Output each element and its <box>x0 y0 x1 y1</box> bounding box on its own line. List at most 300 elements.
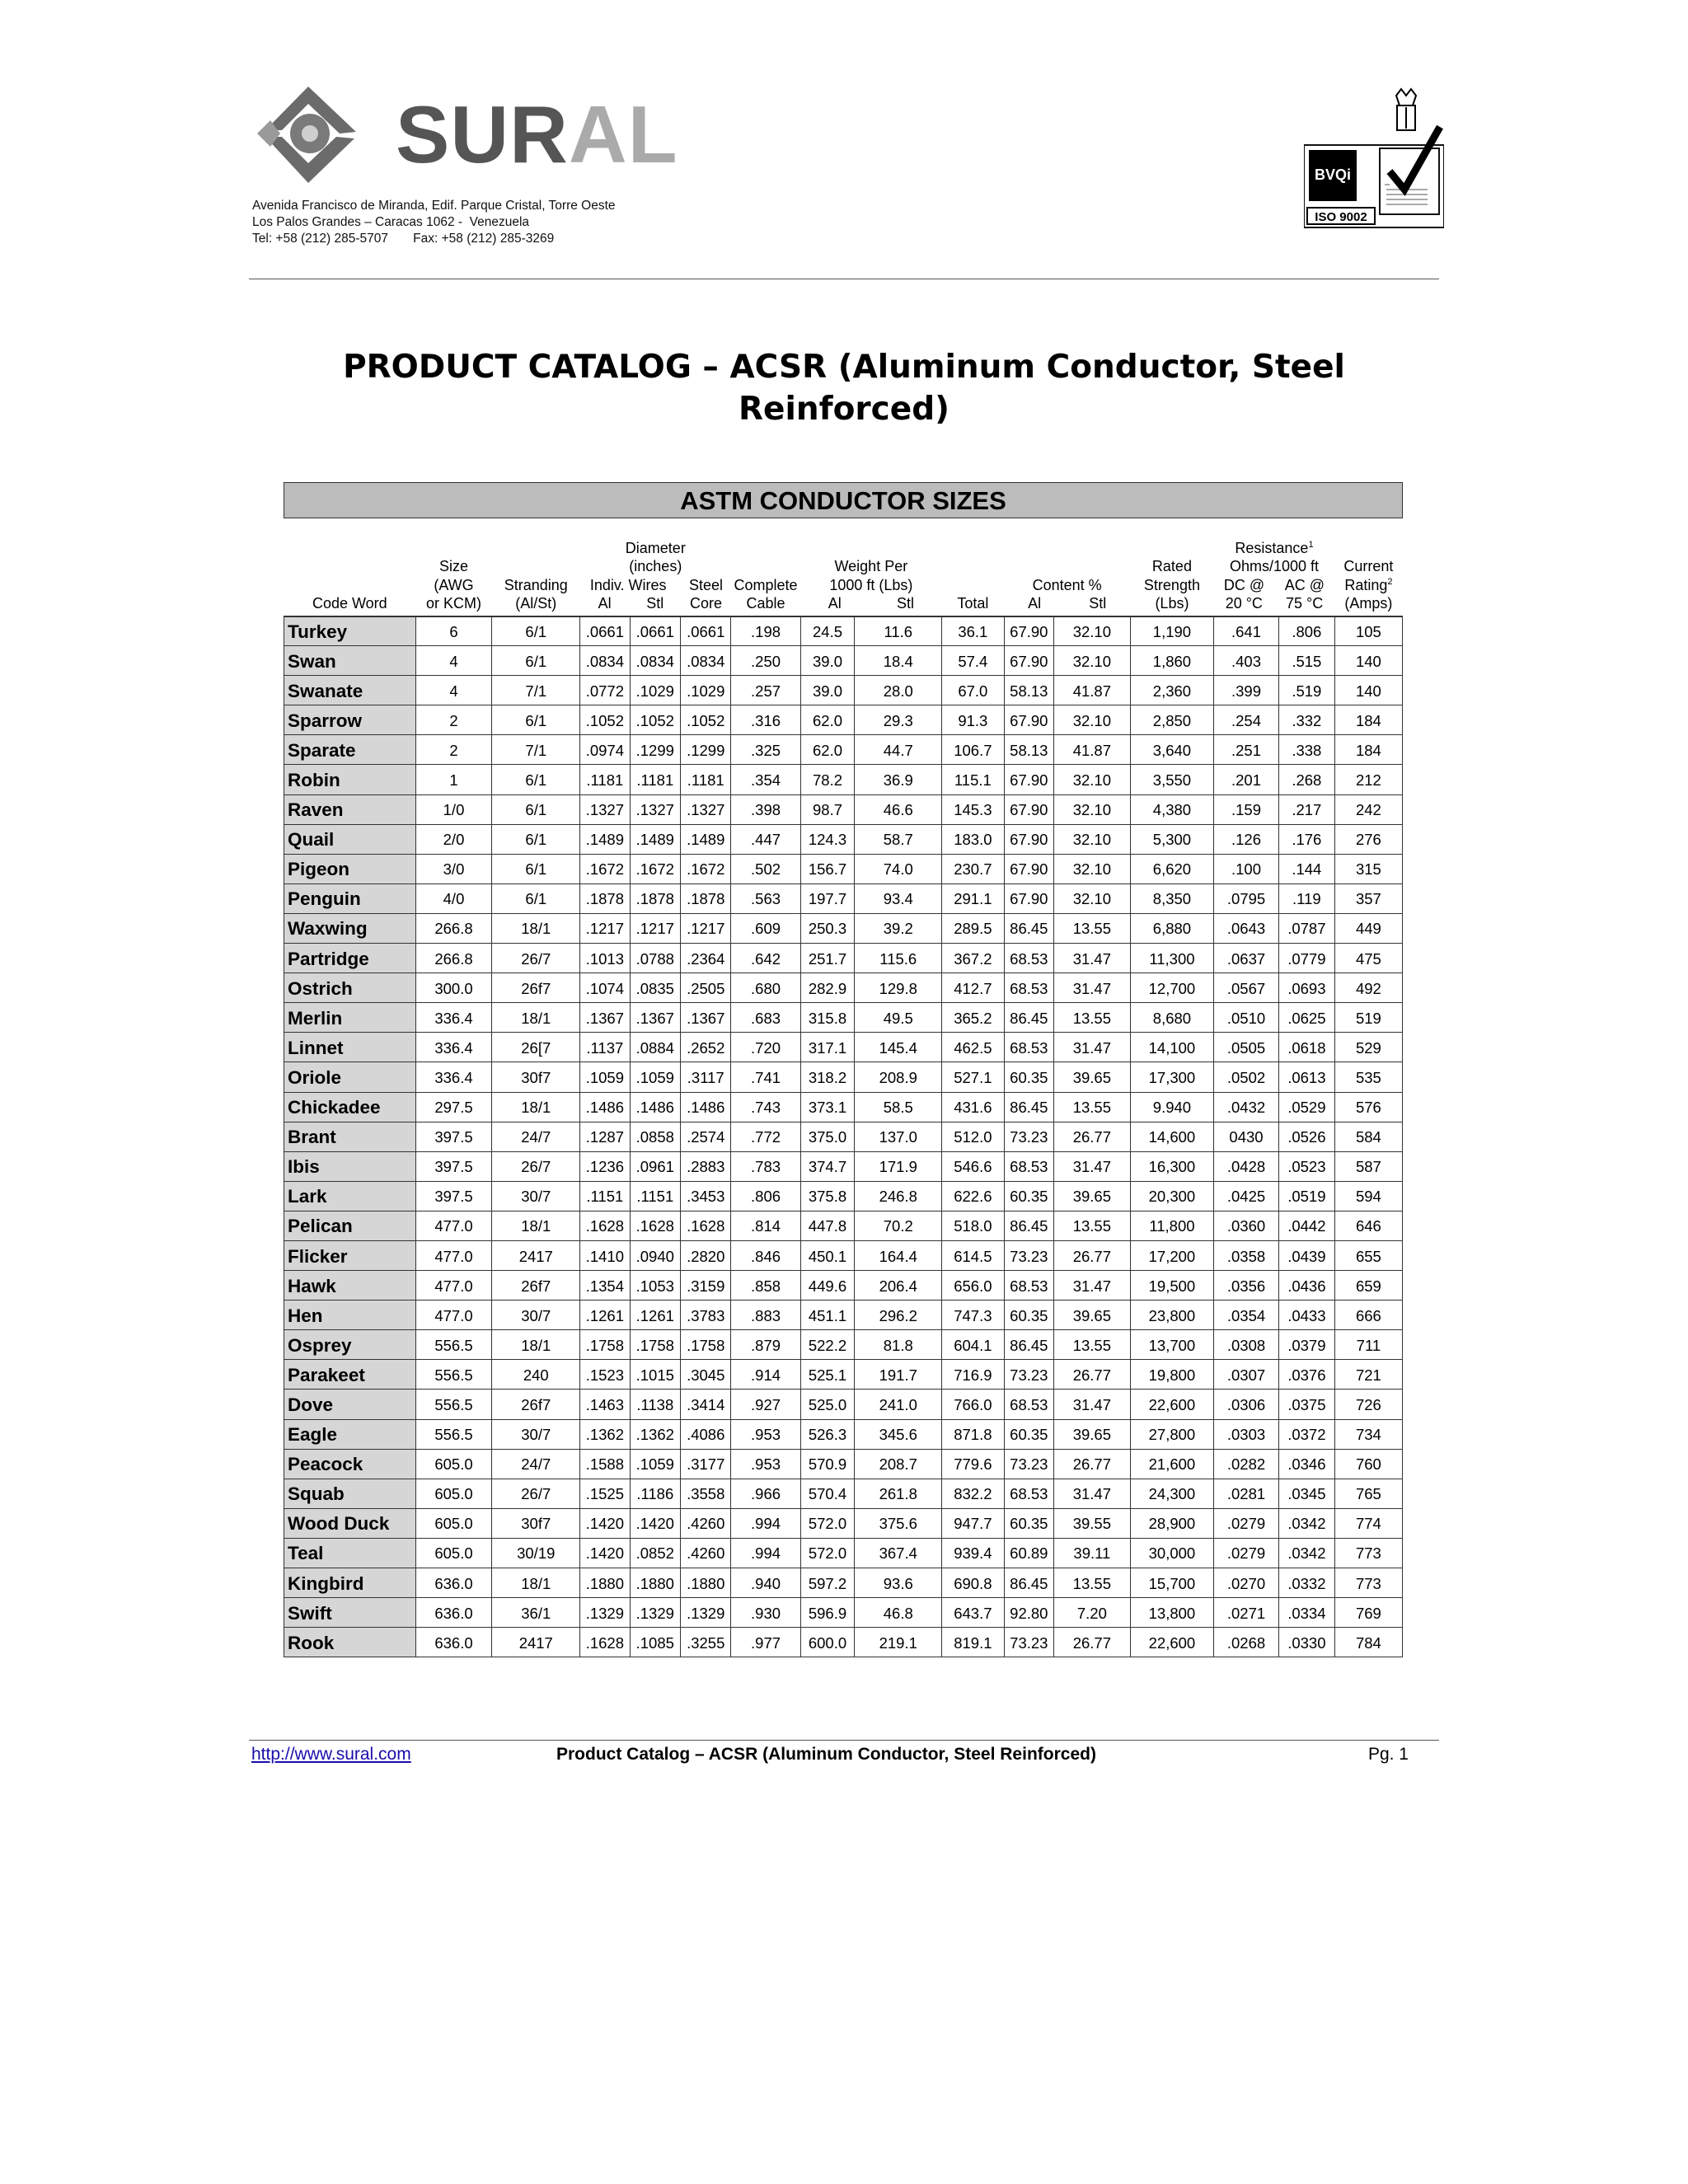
table-cell: .144 <box>1278 854 1334 883</box>
table-cell: 31.47 <box>1054 1479 1131 1508</box>
table-cell: .176 <box>1278 824 1334 854</box>
website-link[interactable]: http://www.sural.com <box>251 1745 411 1764</box>
table-cell: 68.53 <box>1004 1033 1053 1062</box>
table-cell: 18/1 <box>492 1211 580 1240</box>
table-cell: 31.47 <box>1054 944 1131 973</box>
table-cell: 315 <box>1334 854 1402 883</box>
table-cell: 208.7 <box>855 1449 942 1479</box>
table-cell: 67.90 <box>1004 883 1053 913</box>
table-row <box>284 1181 1403 1211</box>
table-cell: .338 <box>1278 735 1334 765</box>
table-cell: .966 <box>731 1479 800 1508</box>
table-cell: .783 <box>731 1151 800 1181</box>
table-cell: 475 <box>1334 944 1402 973</box>
table-cell: 666 <box>1334 1301 1402 1330</box>
table-cell: 570.4 <box>800 1479 855 1508</box>
table-cell: 296.2 <box>855 1301 942 1330</box>
table-cell: .1588 <box>580 1449 630 1479</box>
table-cell: .0510 <box>1214 1003 1279 1033</box>
table-row <box>284 854 1403 883</box>
header-stranding <box>492 518 580 616</box>
table-cell: .994 <box>731 1508 800 1538</box>
page-footer <box>251 1745 1409 1769</box>
table-cell: .519 <box>1278 676 1334 705</box>
table-cell: 212 <box>1334 765 1402 794</box>
table-row <box>284 1211 1403 1240</box>
table-cell: 62.0 <box>800 735 855 765</box>
company-logo <box>257 82 678 190</box>
table-cell: .1628 <box>681 1211 731 1240</box>
table-cell: 58.7 <box>855 824 942 854</box>
cert-label: ISO 9002 <box>1315 210 1367 224</box>
table-cell: 58.13 <box>1004 676 1053 705</box>
table-cell: 375.6 <box>855 1508 942 1538</box>
table-cell: 766.0 <box>942 1390 1005 1419</box>
table-cell: 374.7 <box>800 1151 855 1181</box>
table-cell: .0356 <box>1214 1271 1279 1301</box>
table-cell: 431.6 <box>942 1092 1005 1122</box>
table-cell: 67.90 <box>1004 765 1053 794</box>
table-cell: 31.47 <box>1054 1271 1131 1301</box>
table-cell: 614.5 <box>942 1240 1005 1270</box>
code-word-cell: Ibis <box>284 1151 416 1181</box>
table-cell: 300.0 <box>415 973 492 1003</box>
header-label: Ohms/1000 ft <box>1229 558 1320 574</box>
table-cell: .1327 <box>681 794 731 824</box>
table-cell: 230.7 <box>942 854 1005 883</box>
table-cell: 525.1 <box>800 1360 855 1390</box>
table-cell: .0661 <box>630 616 680 646</box>
document-header <box>249 82 1439 280</box>
table-cell: 604.1 <box>942 1330 1005 1360</box>
table-cell: 2 <box>415 705 492 735</box>
table-cell: .720 <box>731 1033 800 1062</box>
address-line: Los Palos Grandes – Caracas 1062 - Venezuela <box>252 215 530 229</box>
table-cell: 6/1 <box>492 794 580 824</box>
table-cell: .119 <box>1278 883 1334 913</box>
table-cell: .1463 <box>580 1390 630 1419</box>
table-cell: .3117 <box>681 1062 731 1092</box>
table-cell: 747.3 <box>942 1301 1005 1330</box>
table-cell: .846 <box>731 1240 800 1270</box>
table-cell: 67.90 <box>1004 616 1053 646</box>
table-row <box>284 1568 1403 1598</box>
table-cell: .1299 <box>681 735 731 765</box>
table-cell: 91.3 <box>942 705 1005 735</box>
table-cell: 145.4 <box>855 1033 942 1062</box>
code-word-cell: Merlin <box>284 1003 416 1033</box>
table-cell: .4260 <box>681 1508 731 1538</box>
table-cell: .814 <box>731 1211 800 1240</box>
header-rated-strength <box>1130 518 1213 616</box>
table-cell: .1367 <box>580 1003 630 1033</box>
table-cell: 140 <box>1334 676 1402 705</box>
table-cell: .3045 <box>681 1360 731 1390</box>
table-cell: .3159 <box>681 1271 731 1301</box>
table-cell: 23,800 <box>1130 1301 1213 1330</box>
table-row <box>284 1538 1403 1568</box>
table-cell: 17,300 <box>1130 1062 1213 1092</box>
table-cell: .683 <box>731 1003 800 1033</box>
header-label: Size <box>438 558 468 574</box>
table-cell: .2820 <box>681 1240 731 1270</box>
table-cell: 26f7 <box>492 1271 580 1301</box>
table-cell: .2505 <box>681 973 731 1003</box>
table-cell: .0852 <box>630 1538 680 1568</box>
header-label: Steel <box>688 576 723 593</box>
table-cell: .251 <box>1214 735 1279 765</box>
table-cell: .1329 <box>630 1598 680 1628</box>
table-cell: .1217 <box>681 913 731 943</box>
header-label: 1000 ft (Lbs) <box>829 576 913 593</box>
table-cell: 318.2 <box>800 1062 855 1092</box>
table-cell: 11,300 <box>1130 944 1213 973</box>
footnote-marker: 1 <box>1308 539 1314 550</box>
table-cell: 67.0 <box>942 676 1005 705</box>
table-cell: 39.65 <box>1054 1062 1131 1092</box>
table-cell: 7/1 <box>492 735 580 765</box>
table-cell: .268 <box>1278 765 1334 794</box>
table-cell: .0858 <box>630 1122 680 1151</box>
table-cell: 41.87 <box>1054 676 1131 705</box>
header-label: (Al/St) <box>515 595 557 612</box>
table-cell: 28.0 <box>855 676 942 705</box>
table-cell: .100 <box>1214 854 1279 883</box>
table-cell: .1420 <box>580 1538 630 1568</box>
table-cell: .1486 <box>630 1092 680 1122</box>
table-cell: 2,850 <box>1130 705 1213 735</box>
table-row <box>284 1271 1403 1301</box>
table-cell: 39.0 <box>800 646 855 676</box>
table-cell: .1420 <box>630 1508 680 1538</box>
table-cell: 32.10 <box>1054 883 1131 913</box>
table-cell: .316 <box>731 705 800 735</box>
table-cell: .3453 <box>681 1181 731 1211</box>
table-cell: 73.23 <box>1004 1122 1053 1151</box>
table-cell: .0835 <box>630 973 680 1003</box>
table-cell: .1181 <box>630 765 680 794</box>
table-row <box>284 794 1403 824</box>
header-label: Total <box>957 595 989 612</box>
table-cell: 68.53 <box>1004 973 1053 1003</box>
table-cell: 62.0 <box>800 705 855 735</box>
table-cell: 721 <box>1334 1360 1402 1390</box>
table-cell: 60.35 <box>1004 1181 1053 1211</box>
table-cell: 32.10 <box>1054 765 1131 794</box>
table-cell: .217 <box>1278 794 1334 824</box>
table-cell: 27,800 <box>1130 1419 1213 1449</box>
table-cell: 276 <box>1334 824 1402 854</box>
table-cell: 646 <box>1334 1211 1402 1240</box>
table-cell: 26.77 <box>1054 1360 1131 1390</box>
table-cell: 518.0 <box>942 1211 1005 1240</box>
table-cell: 13.55 <box>1054 1003 1131 1033</box>
table-row <box>284 1122 1403 1151</box>
table-cell: .806 <box>731 1181 800 1211</box>
table-cell: .1261 <box>630 1301 680 1330</box>
table-caption-row <box>284 483 1403 518</box>
table-cell: .883 <box>731 1301 800 1330</box>
table-cell: 261.8 <box>855 1479 942 1508</box>
table-cell: 636.0 <box>415 1598 492 1628</box>
table-cell: .403 <box>1214 646 1279 676</box>
table-cell: 3/0 <box>415 854 492 883</box>
table-cell: .447 <box>731 824 800 854</box>
table-cell: .0372 <box>1278 1419 1334 1449</box>
code-word-cell: Robin <box>284 765 416 794</box>
code-word-cell: Parakeet <box>284 1360 416 1390</box>
table-cell: .1299 <box>630 735 680 765</box>
table-cell: .1138 <box>630 1390 680 1419</box>
table-cell: .1217 <box>580 913 630 943</box>
table-cell: .332 <box>1278 705 1334 735</box>
table-cell: .1053 <box>630 1271 680 1301</box>
table-cell: 6/1 <box>492 854 580 883</box>
table-cell: .1878 <box>630 883 680 913</box>
table-cell: 447.8 <box>800 1211 855 1240</box>
header-current-rating <box>1334 518 1402 616</box>
table-cell: 31.47 <box>1054 973 1131 1003</box>
table-cell: 773 <box>1334 1538 1402 1568</box>
table-cell: .1758 <box>580 1330 630 1360</box>
table-cell: 86.45 <box>1004 1330 1053 1360</box>
wordmark-main: SUR <box>396 89 569 180</box>
table-cell: 74.0 <box>855 854 942 883</box>
table-cell: 2/0 <box>415 824 492 854</box>
table-cell: 115.1 <box>942 765 1005 794</box>
table-cell: .3558 <box>681 1479 731 1508</box>
table-cell: 556.5 <box>415 1419 492 1449</box>
code-word-cell: Pigeon <box>284 854 416 883</box>
table-cell: .0693 <box>1278 973 1334 1003</box>
table-cell: 22,600 <box>1130 1628 1213 1657</box>
table-cell: .0961 <box>630 1151 680 1181</box>
table-cell: .0974 <box>580 735 630 765</box>
table-cell: 60.35 <box>1004 1419 1053 1449</box>
table-cell: .0502 <box>1214 1062 1279 1092</box>
table-cell: .0303 <box>1214 1419 1279 1449</box>
code-word-cell: Hen <box>284 1301 416 1330</box>
table-cell: .858 <box>731 1271 800 1301</box>
table-row <box>284 1301 1403 1330</box>
header-label: Current <box>1343 558 1394 574</box>
table-cell: 477.0 <box>415 1240 492 1270</box>
table-cell: 8,680 <box>1130 1003 1213 1033</box>
table-cell: 4/0 <box>415 883 492 913</box>
table-cell: .250 <box>731 646 800 676</box>
table-cell: 939.4 <box>942 1538 1005 1568</box>
table-cell: 124.3 <box>800 824 855 854</box>
table-cell: .3255 <box>681 1628 731 1657</box>
table-cell: 18/1 <box>492 1568 580 1598</box>
table-cell: 492 <box>1334 973 1402 1003</box>
table-cell: 357 <box>1334 883 1402 913</box>
table-cell: 81.8 <box>855 1330 942 1360</box>
header-total <box>942 518 1005 616</box>
table-cell: 535 <box>1334 1062 1402 1092</box>
table-cell: 39.65 <box>1054 1181 1131 1211</box>
table-cell: 145.3 <box>942 794 1005 824</box>
table-cell: .0523 <box>1278 1151 1334 1181</box>
table-cell: 39.2 <box>855 913 942 943</box>
table-cell: 31.47 <box>1054 1033 1131 1062</box>
table-cell: .994 <box>731 1538 800 1568</box>
table-cell: .4086 <box>681 1419 731 1449</box>
table-cell: 643.7 <box>942 1598 1005 1628</box>
table-cell: .0439 <box>1278 1240 1334 1270</box>
table-cell: .1523 <box>580 1360 630 1390</box>
table-cell: 28,900 <box>1130 1508 1213 1538</box>
table-cell: 70.2 <box>855 1211 942 1240</box>
table-cell: 13.55 <box>1054 1330 1131 1360</box>
table-cell: 367.4 <box>855 1538 942 1568</box>
code-word-cell: Brant <box>284 1122 416 1151</box>
table-cell: 4 <box>415 676 492 705</box>
table-cell: .1628 <box>630 1211 680 1240</box>
code-word-cell: Ostrich <box>284 973 416 1003</box>
code-word-cell: Wood Duck <box>284 1508 416 1538</box>
header-label: Al <box>1028 595 1042 612</box>
table-cell: .0425 <box>1214 1181 1279 1211</box>
table-cell: 86.45 <box>1004 1568 1053 1598</box>
header-label: Complete <box>734 576 798 593</box>
header-label: 75 °C <box>1286 595 1324 612</box>
header-label: Rated <box>1151 558 1192 574</box>
table-cell: .1489 <box>681 824 731 854</box>
table-cell: .0637 <box>1214 944 1279 973</box>
table-cell: 2,360 <box>1130 676 1213 705</box>
table-cell: .1151 <box>630 1181 680 1211</box>
table-cell: .0271 <box>1214 1598 1279 1628</box>
table-cell: 20,300 <box>1130 1181 1213 1211</box>
table-cell: 659 <box>1334 1271 1402 1301</box>
table-cell: 39.11 <box>1054 1538 1131 1568</box>
table-cell: 832.2 <box>942 1479 1005 1508</box>
table-cell: 31.47 <box>1054 1151 1131 1181</box>
table-cell: 184 <box>1334 735 1402 765</box>
table-cell: 596.9 <box>800 1598 855 1628</box>
table-cell: .0281 <box>1214 1479 1279 1508</box>
table-cell: .0376 <box>1278 1360 1334 1390</box>
page-number: Pg. 1 <box>1367 1745 1409 1764</box>
header-label: Weight Per <box>834 558 908 574</box>
conductor-sizes-table <box>284 482 1403 1657</box>
table-cell: 36/1 <box>492 1598 580 1628</box>
table-cell: 32.10 <box>1054 616 1131 646</box>
table-cell: 208.9 <box>855 1062 942 1092</box>
table-cell: 315.8 <box>800 1003 855 1033</box>
header-label: Content % <box>1032 576 1102 593</box>
table-cell: 336.4 <box>415 1033 492 1062</box>
header-label: Resistance <box>1235 539 1309 556</box>
table-cell: .1878 <box>580 883 630 913</box>
table-cell: 784 <box>1334 1628 1402 1657</box>
table-cell: 365.2 <box>942 1003 1005 1033</box>
header-label: Al <box>598 595 612 612</box>
table-cell: 336.4 <box>415 1003 492 1033</box>
table-cell: 512.0 <box>942 1122 1005 1151</box>
table-cell: .201 <box>1214 765 1279 794</box>
header-label: Rating <box>1344 576 1388 593</box>
table-cell: .0436 <box>1278 1271 1334 1301</box>
table-cell: 605.0 <box>415 1449 492 1479</box>
table-cell: 282.9 <box>800 973 855 1003</box>
table-cell: 164.4 <box>855 1240 942 1270</box>
table-cell: .1029 <box>681 676 731 705</box>
table-cell: .1758 <box>681 1330 731 1360</box>
table-cell: 57.4 <box>942 646 1005 676</box>
table-cell: 78.2 <box>800 765 855 794</box>
table-cell: 13,700 <box>1130 1330 1213 1360</box>
table-cell: .879 <box>731 1330 800 1360</box>
table-cell: .0334 <box>1278 1598 1334 1628</box>
table-cell: 451.1 <box>800 1301 855 1330</box>
table-cell: 266.8 <box>415 944 492 973</box>
table-row <box>284 1419 1403 1449</box>
table-cell: 525.0 <box>800 1390 855 1419</box>
table-cell: 73.23 <box>1004 1449 1053 1479</box>
table-cell: .977 <box>731 1628 800 1657</box>
table-cell: .0661 <box>580 616 630 646</box>
header-label: DC @ <box>1223 576 1265 593</box>
table-cell: .609 <box>731 913 800 943</box>
table-body <box>284 616 1403 1657</box>
footer-title: Product Catalog – ACSR (Aluminum Conductor, Steel Reinforced) <box>556 1745 1096 1764</box>
table-cell: .642 <box>731 944 800 973</box>
table-cell: 587 <box>1334 1151 1402 1181</box>
table-cell: 73.23 <box>1004 1360 1053 1390</box>
table-cell: .0613 <box>1278 1062 1334 1092</box>
table-row <box>284 1033 1403 1062</box>
table-cell: 73.23 <box>1004 1240 1053 1270</box>
table-cell: 242 <box>1334 794 1402 824</box>
code-word-cell: Sparrow <box>284 705 416 735</box>
table-cell: .1354 <box>580 1271 630 1301</box>
code-word-cell: Oriole <box>284 1062 416 1092</box>
table-cell: 219.1 <box>855 1628 942 1657</box>
table-cell: 6/1 <box>492 616 580 646</box>
table-cell: .1525 <box>580 1479 630 1508</box>
cert-brand: BVQi <box>1314 166 1352 183</box>
table-cell: 93.6 <box>855 1568 942 1598</box>
table-row <box>284 616 1403 646</box>
table-cell: 556.5 <box>415 1330 492 1360</box>
table-cell: .354 <box>731 765 800 794</box>
table-cell: 769 <box>1334 1598 1402 1628</box>
table-cell: 22,600 <box>1130 1390 1213 1419</box>
table-cell: 572.0 <box>800 1538 855 1568</box>
header-resistance <box>1214 518 1335 616</box>
table-cell: .0354 <box>1214 1301 1279 1330</box>
table-cell: 26.77 <box>1054 1628 1131 1657</box>
table-cell: 1,190 <box>1130 616 1213 646</box>
table-cell: 734 <box>1334 1419 1402 1449</box>
table-cell: 24/7 <box>492 1122 580 1151</box>
table-cell: 519 <box>1334 1003 1402 1033</box>
table-cell: .743 <box>731 1092 800 1122</box>
table-cell: .1489 <box>630 824 680 854</box>
table-cell: 9.940 <box>1130 1092 1213 1122</box>
table-cell: 819.1 <box>942 1628 1005 1657</box>
table-cell: 6,620 <box>1130 854 1213 883</box>
code-word-cell: Dove <box>284 1390 416 1419</box>
table-cell: 26f7 <box>492 1390 580 1419</box>
table-cell: 11,800 <box>1130 1211 1213 1240</box>
table-cell: .3414 <box>681 1390 731 1419</box>
table-cell: .0526 <box>1278 1122 1334 1151</box>
table-cell: 16,300 <box>1130 1151 1213 1181</box>
table-cell: 60.35 <box>1004 1301 1053 1330</box>
